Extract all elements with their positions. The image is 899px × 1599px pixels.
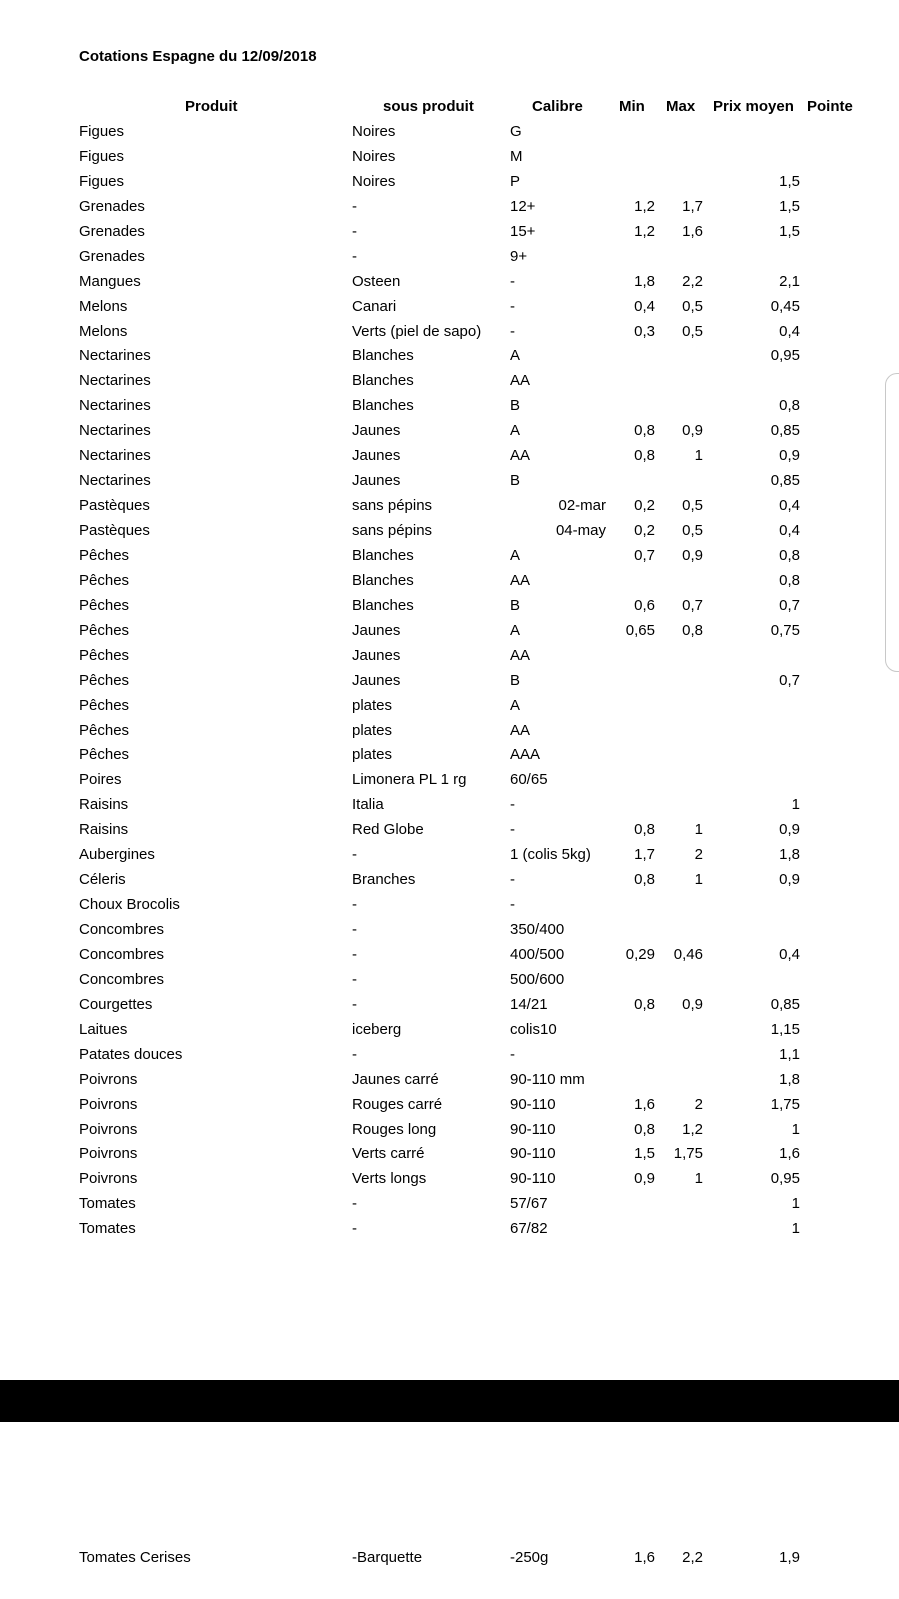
cell-calibre: 500/600 <box>510 970 565 988</box>
cell-prix-moyen: 0,4 <box>779 322 800 340</box>
table-row <box>0 1043 899 1068</box>
cell-min: 1,7 <box>634 846 655 864</box>
cell-calibre: 90-110 <box>510 1145 556 1163</box>
cell-prix-moyen: 1,5 <box>779 197 800 215</box>
cell-calibre: AA <box>510 571 531 589</box>
table-row <box>0 1142 899 1167</box>
redaction-bar <box>0 1380 899 1422</box>
table-row <box>0 469 899 494</box>
cell-calibre: 12+ <box>510 197 536 215</box>
cell-prix-moyen: 1 <box>791 796 800 814</box>
table-row <box>0 245 899 270</box>
cell-sous-produit: Jaunes <box>352 472 401 490</box>
cell-calibre: 90-110 <box>510 1120 556 1138</box>
cell-calibre: 04-may <box>555 522 606 539</box>
cell-calibre: 350/400 <box>510 921 565 938</box>
cell-sous-produit: Jaunes <box>352 646 401 664</box>
cell-calibre: - <box>510 322 515 340</box>
table-row <box>0 569 899 594</box>
table-body <box>0 120 899 1242</box>
table-row <box>0 993 899 1018</box>
table-row <box>0 743 899 768</box>
cell-produit: Poivrons <box>79 1145 138 1163</box>
cell-sous-produit: Canari <box>352 297 397 315</box>
cell-min: 0,8 <box>634 995 655 1013</box>
cell-min: 1,2 <box>634 222 655 240</box>
cell-produit: Patates douces <box>79 1045 183 1063</box>
cell-min: 0,2 <box>634 497 655 515</box>
cell-min: 0,3 <box>634 322 655 340</box>
cell-calibre: - <box>510 272 515 290</box>
cell-calibre: - <box>510 896 515 914</box>
cell-calibre: -250g <box>510 1549 549 1566</box>
cell-max: 0,9 <box>682 995 703 1013</box>
cell-calibre: 9+ <box>510 247 528 265</box>
table-row <box>0 170 899 195</box>
cell-sous-produit: - <box>352 1045 357 1063</box>
cell-produit: Melons <box>79 322 128 340</box>
cell-sous-produit: Rouges long <box>352 1120 437 1138</box>
cell-max: 0,5 <box>682 522 703 539</box>
cell-sous-produit: Jaunes <box>352 671 401 689</box>
cell-prix-moyen: 0,9 <box>779 821 800 839</box>
header-min: Min <box>619 98 645 115</box>
cell-prix-moyen: 0,45 <box>770 297 800 315</box>
cell-prix-moyen: 1 <box>791 1120 800 1138</box>
cell-produit: Grenades <box>79 222 145 240</box>
cell-prix-moyen: 1,5 <box>779 172 800 190</box>
table-row <box>0 220 899 245</box>
cell-produit: Poivrons <box>79 1070 138 1088</box>
table-row <box>0 968 899 993</box>
cell-prix-moyen: 0,7 <box>779 596 800 614</box>
cell-produit: Tomates <box>79 1220 136 1238</box>
cell-prix-moyen: 1,6 <box>779 1145 800 1163</box>
cell-sous-produit: Jaunes <box>352 447 401 465</box>
cell-max: 2,2 <box>682 272 703 290</box>
cell-max: 0,9 <box>682 546 703 564</box>
cell-produit: Tomates <box>79 1195 136 1213</box>
cell-sous-produit: - <box>352 970 357 988</box>
cell-produit: Grenades <box>79 197 145 215</box>
cell-sous-produit: Jaunes <box>352 621 401 639</box>
cell-prix-moyen: 1,8 <box>779 1070 800 1088</box>
table-row <box>0 369 899 394</box>
cell-produit: Figues <box>79 123 125 140</box>
cell-calibre: AAA <box>510 746 541 764</box>
cell-produit: Poires <box>79 771 122 789</box>
cell-sous-produit: - <box>352 945 357 963</box>
cell-produit: Concombres <box>79 921 165 938</box>
table-row <box>0 1068 899 1093</box>
cell-prix-moyen: 0,85 <box>770 472 800 490</box>
table-row <box>0 719 899 744</box>
cell-sous-produit: Osteen <box>352 272 401 290</box>
cell-calibre: AA <box>510 372 531 390</box>
header-produit: Produit <box>185 98 238 115</box>
cell-produit: Pêches <box>79 571 130 589</box>
cell-sous-produit: Rouges carré <box>352 1095 443 1113</box>
cell-sous-produit: Verts longs <box>352 1170 427 1188</box>
table-row <box>0 344 899 369</box>
cell-sous-produit: - <box>352 896 357 914</box>
cell-sous-produit: Blanches <box>352 571 414 589</box>
cell-min: 1,8 <box>634 272 655 290</box>
cell-min: 0,65 <box>625 621 655 639</box>
cell-produit: Nectarines <box>79 372 151 390</box>
cell-sous-produit: plates <box>352 721 393 739</box>
cell-produit: Mangues <box>79 272 141 290</box>
cell-calibre: A <box>510 621 521 639</box>
cell-sous-produit: Branches <box>352 871 416 889</box>
cell-produit: Figues <box>79 172 125 190</box>
table-row <box>0 868 899 893</box>
cell-calibre: A <box>510 422 521 440</box>
cell-min: 0,6 <box>634 596 655 614</box>
table-row <box>0 669 899 694</box>
cell-min: 1,6 <box>634 1095 655 1113</box>
cell-produit: Céleris <box>79 871 126 889</box>
cell-calibre: - <box>510 871 515 889</box>
cell-sous-produit: Red Globe <box>352 821 424 839</box>
cell-produit: Pastèques <box>79 522 150 539</box>
cell-produit: Pêches <box>79 646 130 664</box>
cell-produit: Nectarines <box>79 397 151 415</box>
table-row <box>0 594 899 619</box>
cell-min: 0,8 <box>634 871 655 889</box>
side-edge-frame <box>885 373 899 672</box>
cell-max: 1 <box>694 447 703 465</box>
cell-prix-moyen: 0,4 <box>779 945 800 963</box>
cell-sous-produit: Jaunes <box>352 422 401 440</box>
cell-produit: Pêches <box>79 696 130 714</box>
table-row <box>0 494 899 519</box>
header-sous-produit: sous produit <box>383 98 474 115</box>
cell-min: 1,5 <box>634 1145 655 1163</box>
cell-prix-moyen: 0,95 <box>770 1170 800 1188</box>
cell-produit: Concombres <box>79 945 165 963</box>
cell-min: 0,7 <box>634 546 655 564</box>
cell-prix-moyen: 0,4 <box>779 497 800 515</box>
table-row <box>0 419 899 444</box>
cell-produit: Nectarines <box>79 472 151 490</box>
cell-prix-moyen: 0,9 <box>779 447 800 465</box>
table-row <box>0 145 899 170</box>
cell-max: 0,5 <box>682 322 703 340</box>
cell-calibre: A <box>510 696 521 714</box>
cell-calibre: - <box>510 1045 515 1063</box>
table-row-last <box>0 1549 899 1571</box>
cell-prix-moyen: 0,8 <box>779 571 800 589</box>
cell-max: 1 <box>694 871 703 889</box>
cell-min: 1,6 <box>634 1549 655 1566</box>
cell-calibre: AA <box>510 721 531 739</box>
cell-calibre: M <box>510 147 523 165</box>
cell-prix-moyen: 0,9 <box>779 871 800 889</box>
table-row <box>0 943 899 968</box>
cell-calibre: - <box>510 297 515 315</box>
cell-calibre: 67/82 <box>510 1220 548 1238</box>
cell-sous-produit: - <box>352 1220 357 1238</box>
cell-calibre: 14/21 <box>510 995 548 1013</box>
header-pointe: Pointe <box>807 98 853 115</box>
cell-sous-produit: Verts carré <box>352 1145 425 1163</box>
cell-sous-produit: Blanches <box>352 372 414 390</box>
cell-calibre: 57/67 <box>510 1195 548 1213</box>
cell-prix-moyen: 0,8 <box>779 397 800 415</box>
cell-prix-moyen: 1 <box>791 1220 800 1238</box>
cell-max: 1,2 <box>682 1120 703 1138</box>
cell-calibre: 90-110 <box>510 1095 556 1113</box>
cell-prix-moyen: 1,5 <box>779 222 800 240</box>
cell-produit: Figues <box>79 147 125 165</box>
cell-min: 0,8 <box>634 422 655 440</box>
cell-calibre: 02-mar <box>558 497 606 515</box>
cell-prix-moyen: 1,75 <box>770 1095 800 1113</box>
cell-max: 1 <box>694 821 703 839</box>
cell-max: 2 <box>694 1095 703 1113</box>
cell-prix-moyen: 1,9 <box>779 1549 800 1566</box>
cell-calibre: 90-110 mm <box>510 1070 585 1088</box>
cell-produit: Raisins <box>79 821 129 839</box>
cell-sous-produit: - <box>352 846 357 864</box>
cell-max: 0,5 <box>682 297 703 315</box>
table-row <box>0 1118 899 1143</box>
table-row <box>0 519 899 544</box>
cell-produit: Grenades <box>79 247 145 265</box>
cell-sous-produit: plates <box>352 746 393 764</box>
cell-sous-produit: sans pépins <box>352 522 433 539</box>
table-row <box>0 818 899 843</box>
cell-produit: Nectarines <box>79 447 151 465</box>
cell-produit: Concombres <box>79 970 165 988</box>
cell-produit: Pêches <box>79 746 130 764</box>
table-row <box>0 270 899 295</box>
cell-sous-produit: plates <box>352 696 393 714</box>
cell-sous-produit: -Barquette <box>352 1549 423 1566</box>
cell-prix-moyen: 0,7 <box>779 671 800 689</box>
table-row <box>0 1192 899 1217</box>
cell-max: 0,8 <box>682 621 703 639</box>
table-row <box>0 1018 899 1043</box>
cell-sous-produit: - <box>352 921 357 938</box>
cell-calibre: B <box>510 671 521 689</box>
cell-produit: Melons <box>79 297 128 315</box>
cell-max: 1,75 <box>673 1145 703 1163</box>
cell-produit: Pêches <box>79 721 130 739</box>
cell-sous-produit: sans pépins <box>352 497 433 515</box>
cell-sous-produit: - <box>352 1195 357 1213</box>
cell-max: 2,2 <box>682 1549 703 1566</box>
cell-calibre: 1 (colis 5kg) <box>510 846 591 864</box>
cell-max: 0,5 <box>682 497 703 515</box>
cell-max: 1 <box>694 1170 703 1188</box>
cell-produit: Pêches <box>79 671 130 689</box>
cell-prix-moyen: 0,85 <box>770 422 800 440</box>
cell-sous-produit: - <box>352 222 357 240</box>
cell-max: 1,7 <box>682 197 703 215</box>
cell-sous-produit: iceberg <box>352 1020 402 1038</box>
table-row <box>0 843 899 868</box>
cell-calibre: A <box>510 347 521 365</box>
cell-calibre: P <box>510 172 521 190</box>
cell-produit: Poivrons <box>79 1120 138 1138</box>
cell-calibre: 90-110 <box>510 1170 556 1188</box>
cell-produit: Pêches <box>79 596 130 614</box>
cell-prix-moyen: 0,4 <box>779 522 800 539</box>
table-row <box>0 544 899 569</box>
cell-calibre: 15+ <box>510 222 536 240</box>
cell-calibre: G <box>510 123 522 140</box>
cell-min: 0,8 <box>634 447 655 465</box>
table-row <box>0 320 899 345</box>
cell-max: 2 <box>694 846 703 864</box>
cell-sous-produit: - <box>352 995 357 1013</box>
cell-calibre: - <box>510 821 515 839</box>
cell-produit: Nectarines <box>79 422 151 440</box>
table-row <box>0 394 899 419</box>
cell-produit: Tomates Cerises <box>79 1549 191 1566</box>
cell-sous-produit: Blanches <box>352 397 414 415</box>
cell-calibre: 400/500 <box>510 945 565 963</box>
cell-sous-produit: Noires <box>352 147 396 165</box>
cell-produit: Poivrons <box>79 1170 138 1188</box>
table-header <box>0 98 899 118</box>
cell-sous-produit: Blanches <box>352 347 414 365</box>
cell-sous-produit: Blanches <box>352 546 414 564</box>
cell-produit: Laitues <box>79 1020 128 1038</box>
table-row <box>0 619 899 644</box>
table-row <box>0 694 899 719</box>
cell-max: 0,46 <box>673 945 703 963</box>
cell-calibre: colis10 <box>510 1020 557 1038</box>
cell-prix-moyen: 0,8 <box>779 546 800 564</box>
cell-produit: Raisins <box>79 796 129 814</box>
table-row <box>0 793 899 818</box>
cell-sous-produit: Noires <box>352 123 396 140</box>
header-prix-moyen: Prix moyen <box>713 98 794 115</box>
cell-calibre: - <box>510 796 515 814</box>
cell-min: 0,8 <box>634 821 655 839</box>
cell-produit: Pêches <box>79 546 130 564</box>
cell-calibre: B <box>510 472 521 490</box>
cell-max: 1,6 <box>682 222 703 240</box>
cell-prix-moyen: 1 <box>791 1195 800 1213</box>
cell-min: 1,2 <box>634 197 655 215</box>
cell-produit: Nectarines <box>79 347 151 365</box>
document-title: Cotations Espagne du 12/09/2018 <box>79 48 317 65</box>
cell-sous-produit: - <box>352 247 357 265</box>
cell-produit: Pastèques <box>79 497 150 515</box>
table-row <box>0 295 899 320</box>
cell-sous-produit: Verts (piel de sapo) <box>352 322 482 340</box>
table-row <box>0 768 899 793</box>
table-row <box>0 644 899 669</box>
cell-calibre: AA <box>510 447 531 465</box>
cell-produit: Courgettes <box>79 995 153 1013</box>
header-max: Max <box>666 98 696 115</box>
table-row <box>0 893 899 918</box>
cell-min: 0,8 <box>634 1120 655 1138</box>
table-row <box>0 444 899 469</box>
table-row <box>0 918 899 943</box>
cell-prix-moyen: 0,85 <box>770 995 800 1013</box>
cell-max: 0,9 <box>682 422 703 440</box>
cell-calibre: 60/65 <box>510 771 548 789</box>
cell-produit: Poivrons <box>79 1095 138 1113</box>
cell-produit: Pêches <box>79 621 130 639</box>
table-row <box>0 1167 899 1192</box>
cell-sous-produit: Limonera PL 1 rg <box>352 771 467 789</box>
cell-min: 0,2 <box>634 522 655 539</box>
cell-prix-moyen: 1,15 <box>770 1020 800 1038</box>
cell-min: 0,29 <box>625 945 655 963</box>
cell-calibre: AA <box>510 646 531 664</box>
cell-produit: Choux Brocolis <box>79 896 180 914</box>
table-row <box>0 120 899 145</box>
cell-sous-produit: Jaunes carré <box>352 1070 439 1088</box>
table-row <box>0 195 899 220</box>
cell-calibre: B <box>510 397 521 415</box>
cell-prix-moyen: 1,1 <box>779 1045 800 1063</box>
cell-produit: Aubergines <box>79 846 155 864</box>
table-row <box>0 1093 899 1118</box>
cell-prix-moyen: 0,95 <box>770 347 800 365</box>
cell-sous-produit: Italia <box>352 796 384 814</box>
cell-prix-moyen: 1,8 <box>779 846 800 864</box>
cell-sous-produit: Blanches <box>352 596 414 614</box>
cell-min: 0,9 <box>634 1170 655 1188</box>
cell-prix-moyen: 2,1 <box>779 272 800 290</box>
cell-sous-produit: Noires <box>352 172 396 190</box>
header-calibre: Calibre <box>532 98 583 115</box>
cell-sous-produit: - <box>352 197 357 215</box>
cell-max: 0,7 <box>682 596 703 614</box>
cell-calibre: A <box>510 546 521 564</box>
cell-prix-moyen: 0,75 <box>770 621 800 639</box>
cell-min: 0,4 <box>634 297 655 315</box>
table-row <box>0 1217 899 1242</box>
cell-calibre: B <box>510 596 521 614</box>
